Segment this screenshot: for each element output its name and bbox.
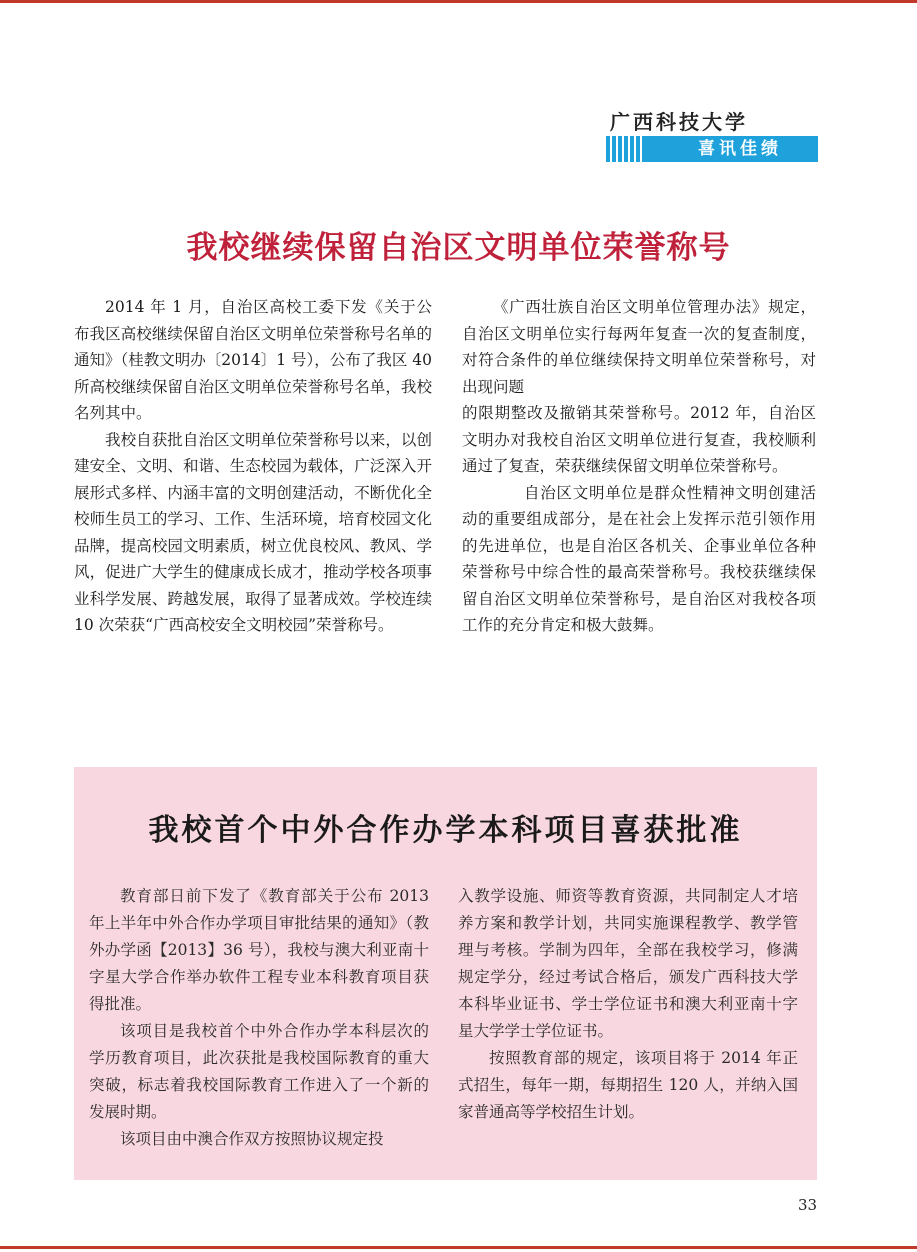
paragraph: 《广西壮族自治区文明单位管理办法》规定，自治区文明单位实行每两年复查一次的复查制度，对符合条件的单位继续保持文明单位荣誉称号，对出现问题 xyxy=(462,298,816,396)
paragraph: 自治区文明单位是群众性精神文明创建活动的重要组成部分，是在社会上发挥示范引领作用的先进单位，也是自治区各机关、企事业单位各种荣誉称号中综合性的最高荣誉称号。我校获继续保留自治区文明单位荣誉称号，是自治区对我校各项工作的充分肯定和极大鼓舞。 xyxy=(462,483,816,634)
school-name: 广西科技大学 xyxy=(610,110,748,134)
section-label-bar xyxy=(606,136,818,162)
page-number: 33 xyxy=(798,1196,818,1214)
paragraph: 按照教育部的规定，该项目将于 2014 年正式招生，每年一期，每期招生 120 人，并纳入国家普通高等学校招生计划。 xyxy=(458,1049,798,1121)
paragraph: 2014 年 1 月，自治区高校工委下发《关于公布我区高校继续保留自治区文明单位荣誉称号名单的通知》（桂教文明办〔2014〕1 号），公布了我区 40 所高校继续保留自治区文明单位荣誉称号名单，我校名列其中。 xyxy=(74,298,432,422)
paragraph: 教育部日前下发了《教育部关于公布 2013 年上半年中外合作办学项目审批结果的通知》（教外办学函【2013】36 号），我校与澳大利亚南十字星大学合作举办软件工程专业本科教育项目获得批准。 xyxy=(89,887,429,1013)
paragraph: 我校自获批自治区文明单位荣誉称号以来，以创建安全、文明、和谐、生态校园为载体，广泛深入开展形式多样、内涵丰富的文明创建活动，不断优化全校师生员工的学习、工作、生活环境，培育校园文化品牌，提高校园文明素质，树立优良校风、教风、学风，促进广大学生的健康成长成才，推动学校各项事业科学发展、跨越发展，取得了显著成效。学校连续 10 次荣获“广西高校安全文明校园”荣誉称号。 xyxy=(74,430,432,634)
article1-title: 我校继续保留自治区文明单位荣誉称号 xyxy=(186,230,731,266)
section-label: 喜讯佳绩 xyxy=(698,139,782,159)
top-rule xyxy=(0,0,917,3)
article1-column-right xyxy=(462,294,816,639)
paragraph: 的限期整改及撤销其荣誉称号。2012 年，自治区文明办对我校自治区文明单位进行复查，我校顺利通过了复查，荣获继续保留文明单位荣誉称号。 xyxy=(462,404,816,475)
paragraph: 该项目由中澳合作双方按照协议规定投 xyxy=(120,1130,384,1148)
article2-box xyxy=(74,767,817,1180)
paragraph: 入教学设施、师资等教育资源，共同制定人才培养方案和教学计划，共同实施课程教学、教学管理与考核。学制为四年，全部在我校学习，修满规定学分，经过考试合格后，颁发广西科技大学本科毕业证书、学士学位证书和澳大利亚南十字星大学学士学位证书。 xyxy=(458,887,798,1040)
article2-column-right xyxy=(458,883,798,1126)
stripe-decoration xyxy=(610,136,646,162)
bottom-rule xyxy=(0,1246,917,1249)
article2-title: 我校首个中外合作办学本科项目喜获批准 xyxy=(148,813,743,848)
article1-column-left xyxy=(74,294,432,639)
section-masthead xyxy=(606,108,818,162)
paragraph: 该项目是我校首个中外合作办学本科层次的学历教育项目，此次获批是我校国际教育的重大突破，标志着我校国际教育工作进入了一个新的发展时期。 xyxy=(89,1022,429,1121)
article2-column-left xyxy=(89,883,429,1153)
